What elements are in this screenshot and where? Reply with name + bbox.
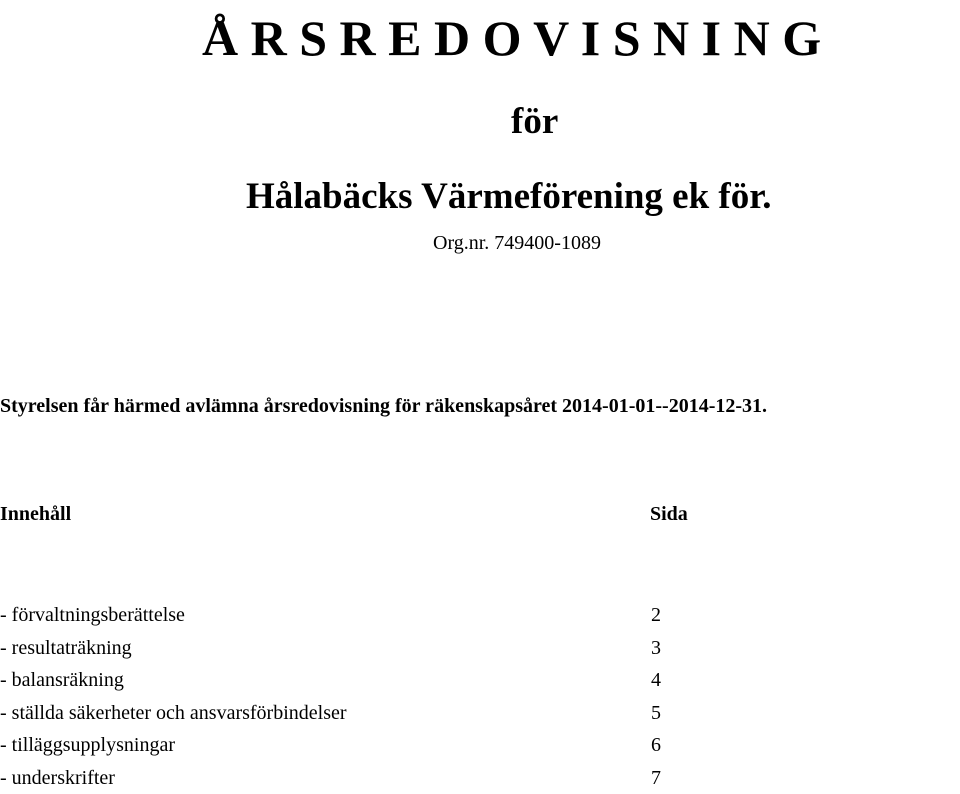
toc-item-page: 7 [651,762,661,794]
document-title: Å R S R E D O V I S N I N G [202,8,821,68]
toc-item-label: - tilläggsupplysningar [0,729,175,761]
toc-page-heading: Sida [650,501,688,527]
toc-item-page: 2 [651,599,661,631]
company-name: Hålabäcks Värmeförening ek för. [246,175,772,219]
table-of-contents [0,599,700,794]
for-line: för [511,100,558,144]
toc-item-page: 5 [651,697,661,729]
toc-item-label: - balansräkning [0,664,124,696]
toc-item-label: - ställda säkerheter och ansvarsförbindelser [0,697,347,729]
toc-heading: Innehåll [0,501,71,527]
toc-item-label: - resultaträkning [0,632,132,664]
toc-item [0,632,700,665]
toc-item-page: 6 [651,729,661,761]
toc-item-label: - underskrifter [0,762,115,794]
toc-item-label: - förvaltningsberättelse [0,599,185,631]
toc-item [0,762,700,794]
toc-item [0,599,700,632]
toc-item [0,729,700,762]
toc-item-page: 3 [651,632,661,664]
toc-item-page: 4 [651,664,661,696]
org-number: Org.nr. 749400-1089 [433,231,601,255]
toc-item [0,664,700,697]
board-statement: Styrelsen får härmed avlämna årsredovisning för räkenskapsåret 2014-01-01--2014-12-31. [0,393,767,419]
toc-item [0,697,700,730]
